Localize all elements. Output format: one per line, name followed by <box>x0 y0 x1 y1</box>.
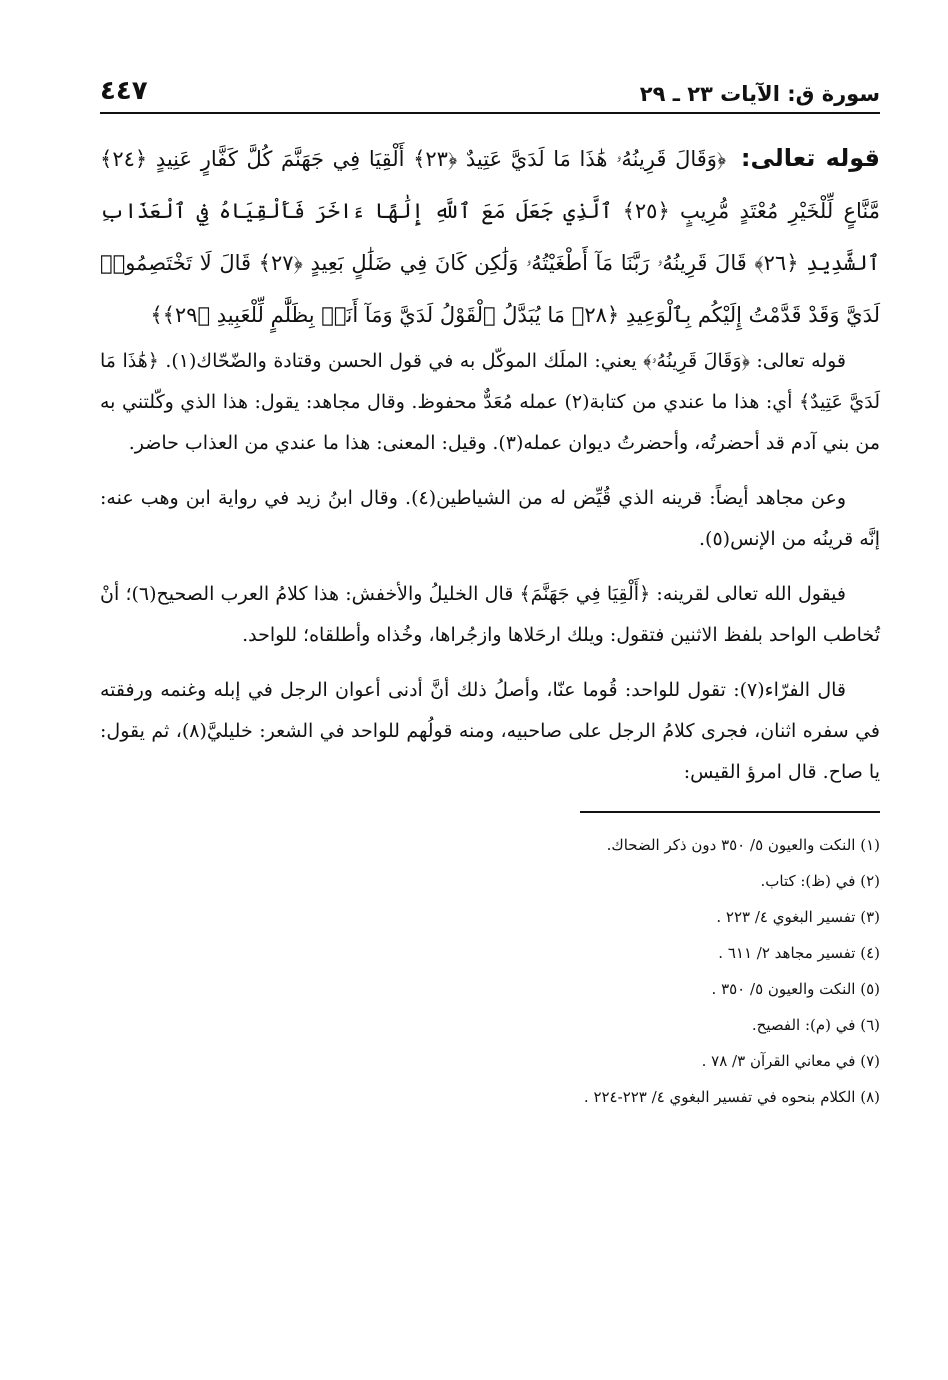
footnote: (٧) في معاني القرآن ٣/ ٧٨ . <box>701 1052 880 1070</box>
footnote: (٦) في (م): الفصيح. <box>751 1016 880 1034</box>
footnote: (٥) النكت والعيون ٥/ ٣٥٠ . <box>711 980 880 998</box>
verse-lead: قوله تعالى: <box>740 144 880 172</box>
footnote: (١) النكت والعيون ٥/ ٣٥٠ دون ذكر الضحاك. <box>606 836 880 854</box>
footnote: (٣) تفسير البغوي ٤/ ٢٢٣ . <box>716 908 880 926</box>
footnote: (٢) في (ظ): كتاب. <box>760 872 880 890</box>
paragraph: وعن مجاهد أيضاً: قرينه الذي قُيِّض له من الشياطين(٤). وقال ابنُ زيد في رواية ابن وهب عنه: إنَّه قرينُه من الإنس(٥). <box>100 487 880 550</box>
footnotes <box>100 827 880 1115</box>
footnote: (٤) تفسير مجاهد ٢/ ٦١١ . <box>718 944 880 962</box>
footnote: (٨) الكلام بنحوه في تفسير البغوي ٤/ ٢٢٣-٢٢٤ . <box>583 1088 880 1106</box>
verse-text: ﴿وَقَالَ قَرِينُهُۥ هَٰذَا مَا لَدَيَّ عَتِيدٌ ﴿٢٣﴾ أَلْقِيَا فِي جَهَنَّمَ كُلَّ كَفَّارٍ عَنِيدٍ ﴿٢٤﴾ مَّنَّاعٍ لِّلْخَيْرِ مُعْتَدٍ مُّرِيبٍ ﴿٢٥﴾ ٱلَّذِي جَعَلَ مَعَ ٱللَّهِ إِلَٰهًا ءَاخَرَ فَأَلْقِيَاهُ فِي ٱلْعَذَابِ ٱلشَّدِيدِ ﴿٢٦﴾ قَالَ قَرِينُهُۥ رَبَّنَا مَآ أَطْغَيْتُهُۥ وَلَٰكِن كَانَ فِي ضَلَٰلٍ بَعِيدٍ ﴿٢٧﴾ قَالَ لَا تَخْتَصِمُوا۟ لَدَيَّ وَقَدْ قَدَّمْتُ إِلَيْكُم بِٱلْوَعِيدِ ﴿٢٨﴾ مَا يُبَدَّلُ ٱلْقَوْلُ لَدَيَّ وَمَآ أَنَا۠ بِظَلَّٰمٍ لِّلْعَبِيدِ ﴿٢٩﴾﴾ <box>100 147 881 327</box>
book-page <box>100 58 880 1115</box>
paragraph: قوله تعالى: ﴿وَقَالَ قَرِينُهُۥ﴾ يعني: الملَك الموكّل به في قول الحسن وقتادة والضّحّاك(١). ﴿هَٰذَا مَا لَدَيَّ عَتِيدٌ﴾ أي: هذا ما عندي من كتابة(٢) عمله مُعَدٌّ محفوظ. وقال مجاهد: يقول: هذا الذي وكّلتني به من بني آدم قد أحضرتُه، وأحضرتُ ديوان عمله(٣). وقيل: المعنى: هذا ما عندي من العذاب حاضر. <box>100 350 880 454</box>
quran-verses <box>100 132 880 341</box>
commentary <box>100 341 880 793</box>
paragraph: فيقول الله تعالى لقرينه: ﴿أَلْقِيَا فِي جَهَنَّمَ﴾ قال الخليلُ والأخفش: هذا كلامُ العرب الصحيح(٦)؛ أنْ تُخاطب الواحد بلفظ الاثنين فتقول: ويلك ارحَلاها وازجُراها، وخُذاه وأطلقاه؛ للواحد. <box>100 583 880 646</box>
page-number: ٤٤٧ <box>100 76 148 106</box>
running-title: سورة ق: الآيات ٢٣ ـ ٢٩ <box>639 82 880 106</box>
footnote-divider <box>580 811 880 813</box>
paragraph: قال الفرّاء(٧): تقول للواحد: قُوما عنّا، وأصلُ ذلك أنَّ أدنى أعوان الرجل في إبله وغنمه ورفقته في سفره اثنان، فجرى كلامُ الرجل على صاحبيه، ومنه قولُهم للواحد في الشعر: خليليَّ(٨)، ثم يقول: يا صاح. قال امرؤ القيس: <box>100 679 881 783</box>
page-header <box>100 58 880 114</box>
